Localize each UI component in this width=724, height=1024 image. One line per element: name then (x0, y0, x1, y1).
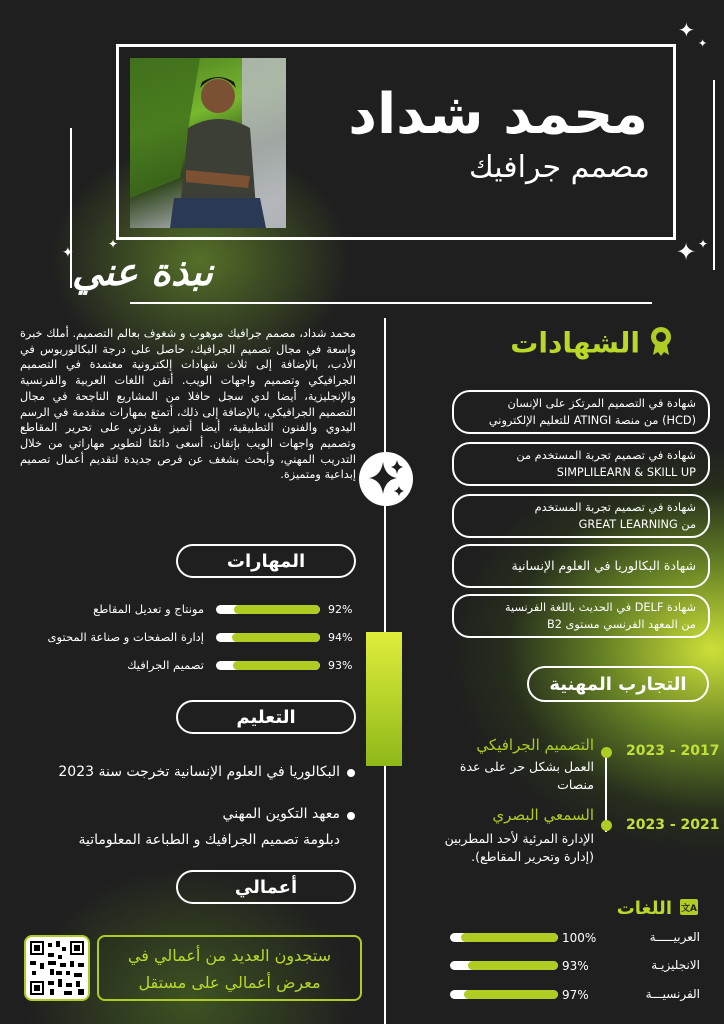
language-bar (450, 961, 558, 970)
works-line: معرض أعمالي على مستقل (138, 973, 321, 992)
experience-years: 2023 - 2021 (626, 817, 720, 833)
skill-percent: 93% (328, 658, 353, 672)
education-item: البكالوريا في العلوم الإنسانية تخرجت سنة 2023 (58, 764, 340, 780)
skill-label: مونتاج و تعديل المقاطع (93, 602, 204, 616)
accent-bar (366, 632, 402, 766)
certificate-line: من GREAT LEARNING (578, 518, 696, 531)
works-box[interactable] (97, 935, 362, 1001)
skill-percent: 94% (328, 630, 353, 644)
qr-code-icon[interactable] (24, 935, 90, 1001)
sparkle-circle (359, 452, 413, 506)
qr-code-pattern (26, 937, 88, 999)
certificate-item (452, 494, 710, 538)
skill-bar (216, 605, 320, 614)
education-item: معهد التكوين المهني (222, 806, 340, 822)
certificate-line: شهادة في التصميم المرتكز على الإنسان (507, 397, 696, 410)
languages-title (617, 898, 698, 920)
experience-title-text: السمعي البصري (492, 806, 594, 824)
certificates-title-text: الشهادات (510, 326, 640, 360)
job-title: مصمم جرافيك (468, 150, 650, 185)
experience-title: التجارب المهنية (527, 666, 709, 702)
skill-label: إدارة الصفحات و صناعة المحتوى (47, 630, 204, 644)
header-underline (130, 302, 652, 304)
certificate-line: من المعهد الفرنسي مستوى B2 (546, 618, 696, 631)
sparkle-star-icon: ✦ (698, 37, 708, 50)
svg-text:文A: 文A (681, 903, 697, 914)
skill-percent: 92% (328, 602, 353, 616)
sparkle-star-icon: ✦ (108, 237, 119, 251)
certificate-item (452, 442, 710, 486)
about-title: نبذة عني (72, 250, 213, 294)
skill-row (14, 656, 354, 674)
about-text: محمد شداد، مصمم جرافيك موهوب و شغوف بعالم التصميم. أملك خبرة واسعة في مجال تصميم الجرافيك، حاصل على درجة البكالوريوس في الأدب، بالإضافة إلى ثلاث شهادات إلكترونية معتمدة في التصميم الجرافيكي وتصميم واجهات الويب. أتقن اللغات العربية والفرنسية والإنجليزية، أيضا لدي سجل حافلا من المشاريع الناجحة في مجال التصميم الجرافيكي، بالإضافة إلى ذلك، أتمتع بمهارات متقدمة في الرسم اليدوي والفنون التطبيقية، أيضا أتميز بقدرتي على تحرير المقاطع وتصميم واجهات الويب بإتقان. أسعى دائمًا لتطوير مهاراتي من خلال التدريب المهني، وأبحث بشغف عن فرص جديدة لتقديم أعمال تصميم إبداعية ومتميزة. (20, 327, 356, 482)
timeline-dot (601, 747, 612, 758)
works-line: ستجدون العديد من أعمالي في (127, 946, 332, 965)
language-label: الانجليزيـة (651, 958, 700, 972)
language-percent: 97% (562, 988, 589, 1002)
skill-row (14, 628, 354, 646)
certificate-item (452, 390, 710, 434)
certificate-line: شهادة في تصميم تجربة المستخدم (534, 501, 696, 514)
sparkle-star-icon: ✦ (678, 18, 695, 42)
language-label: الفرنسيـــة (645, 987, 700, 1001)
language-percent: 100% (562, 931, 597, 945)
certificate-line: شهادة DELF في الحديث باللغة الفرنسية (504, 601, 696, 614)
certificate-line: SIMPLILEARN & SKILL UP (556, 466, 696, 479)
language-label: العربيـــــة (649, 930, 700, 944)
experience-desc-line: الإدارة المرئية لأحد المطربين (444, 831, 594, 846)
sparkles-icon (359, 452, 413, 506)
languages-title-text: اللغات (616, 898, 672, 919)
sparkle-star-icon: ✦ (676, 238, 697, 266)
skill-bar-fill (232, 633, 320, 642)
skill-bar-fill (233, 661, 320, 670)
education-title: التعليم (176, 700, 356, 734)
skills-title: المهارات (176, 544, 356, 578)
skill-bar (216, 661, 320, 670)
timeline-dot (601, 820, 612, 831)
experience-desc-line: العمل بشكل حر على عدة (459, 759, 594, 774)
works-title: أعمالي (176, 870, 356, 904)
language-bar (450, 990, 558, 999)
language-percent: 93% (562, 959, 589, 973)
certificate-line: شهادة البكالوريا في العلوم الإنسانية (511, 558, 696, 573)
experience-desc (424, 758, 594, 794)
skill-bar (216, 633, 320, 642)
certificate-item (452, 544, 710, 588)
skill-label: تصميم الجرافيك (127, 658, 204, 672)
bullet-dot (347, 812, 355, 820)
language-bar-fill (464, 990, 558, 999)
experience-desc-line: منصات (557, 777, 594, 792)
bullet-dot (347, 769, 355, 777)
certificate-line: شهادة في تصميم تجربة المستخدم من (516, 449, 696, 462)
language-bar-fill (461, 933, 558, 942)
profile-photo (130, 58, 286, 228)
certificates-title (510, 326, 674, 363)
right-vertical-line (713, 80, 715, 270)
language-bar-fill (468, 961, 558, 970)
experience-title-text: التصميم الجرافيكي (476, 736, 594, 754)
skill-bar-fill (234, 605, 320, 614)
sparkle-star-icon: ✦ (62, 245, 74, 261)
person-photo-icon (130, 58, 286, 228)
language-bar (450, 933, 558, 942)
certificate-item (452, 594, 710, 638)
experience-desc (394, 830, 594, 866)
translate-icon (680, 899, 698, 920)
certificate-line: (HCD) من منصة ATINGI للتعليم الإلكتروني (488, 414, 696, 427)
award-badge-icon (648, 326, 674, 363)
sparkle-star-icon: ✦ (698, 237, 709, 251)
person-name: محمد شداد (348, 82, 648, 147)
experience-years: 2023 - 2017 (626, 743, 720, 759)
education-item-detail: دبلومة تصميم الجرافيك و الطباعة المعلوماتية (78, 832, 340, 848)
experience-desc-line: (إدارة وتحرير المقاطع). (471, 849, 594, 864)
skill-row (14, 600, 354, 618)
